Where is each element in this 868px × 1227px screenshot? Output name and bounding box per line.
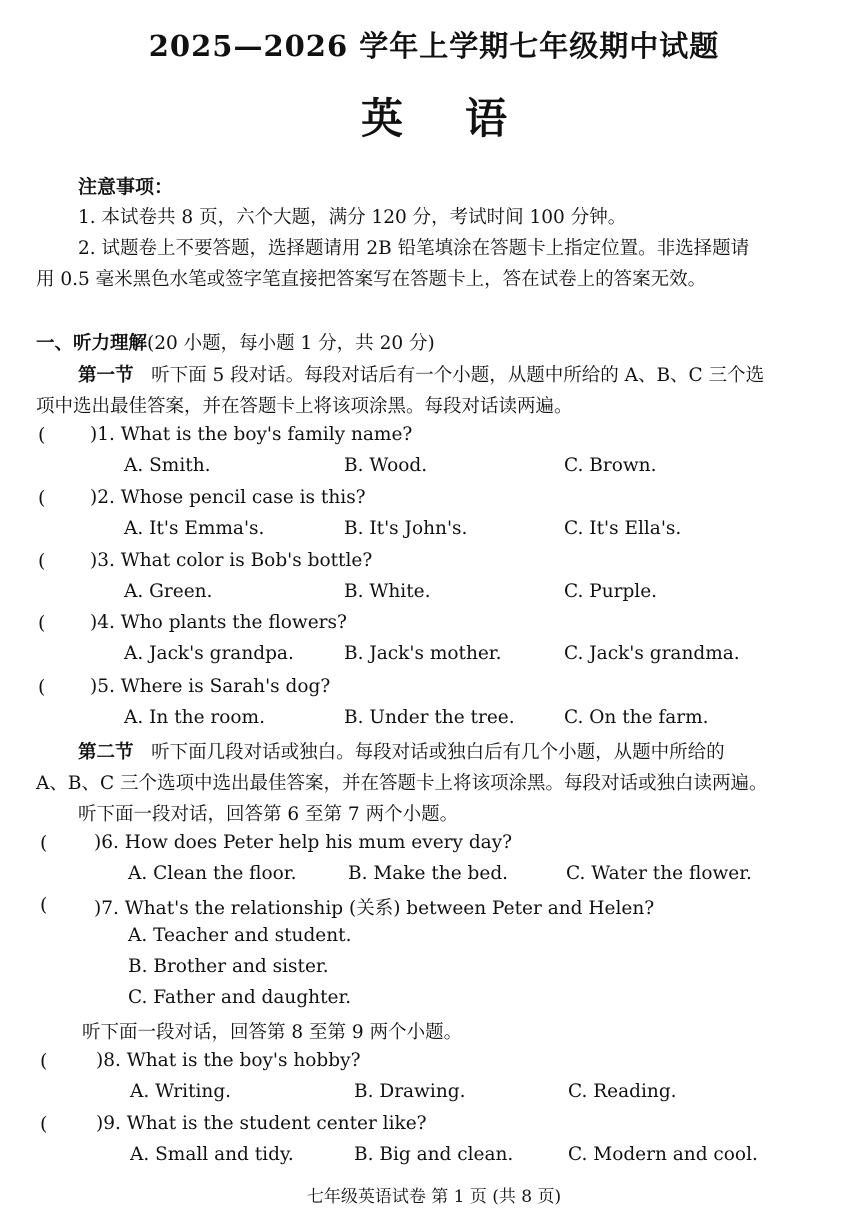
subject-title: 英语 [360,94,569,143]
part1-title: 一、听力理解 [36,333,148,354]
section1-label: 第一节 [78,365,134,386]
section1-text: 听下面 5 段对话。每段对话后有一个小题，从题中所给的 A、B、C 三个选 [151,365,765,386]
exam-title: 2025—2026 学年上学期七年级期中试题 [148,29,720,63]
answer-blank: ( [38,487,46,509]
notice-item-2-line-1: 2. 试题卷上不要答题，选择题请用 2B 铅笔填涂在答题卡上指定位置。非选择题请 [78,238,750,259]
question-9-option-a: A. Small and tidy. [130,1144,294,1165]
notice-title: 注意事项： [78,176,174,198]
question-8-option-b: B. Drawing. [354,1081,466,1102]
question-2-option-c: C. It's Ella's. [564,518,682,539]
question-1-option-b: B. Wood. [344,455,428,476]
question-3: )3. What color is Bob's bottle? [90,550,373,571]
section1-instruction-line-1 [78,361,764,387]
question-4: )4. Who plants the flowers? [90,612,347,633]
question-7-option-c: C. Father and daughter. [128,987,352,1008]
question-3-option-c: C. Purple. [564,581,658,602]
question-8: )8. What is the boy's hobby? [96,1050,361,1071]
question-5-option-a: A. In the room. [124,707,265,728]
question-2-option-a: A. It's Emma's. [124,518,265,539]
section2-label: 第二节 [78,742,134,763]
question-5-option-c: C. On the farm. [564,707,709,728]
page-footer: 七年级英语试卷 第 1 页 (共 8 页) [306,1187,562,1207]
question-7-option-b: B. Brother and sister. [128,956,329,977]
section1-instruction-line-2: 项中选出最佳答案，并在答题卡上将该项涂黑。每段对话读两遍。 [36,396,573,417]
question-1-option-a: A. Smith. [124,455,211,476]
answer-blank: ( [40,832,48,854]
section2-text: 听下面几段对话或独白。每段对话或独白后有几个小题，从题中所给的 [151,742,725,763]
question-4-option-a: A. Jack's grandpa. [124,643,294,664]
question-3-option-b: B. White. [344,581,431,602]
section2-instruction-line-1 [78,738,725,764]
question-7: )7. What's the relationship (关系) between Peter and Helen? [94,898,655,919]
question-6-option-b: B. Make the bed. [348,863,509,884]
question-3-option-a: A. Green. [124,581,213,602]
question-6: )6. How does Peter help his mum every day? [94,832,513,853]
question-8-option-a: A. Writing. [130,1081,232,1102]
answer-blank: ( [38,424,46,446]
dialogue-intro-8-9: 听下面一段对话，回答第 8 至第 9 两个小题。 [82,1022,463,1043]
answer-blank: ( [38,612,46,634]
part1-score-info: (20 小题，每小题 1 分，共 20 分) [147,333,435,354]
question-1: )1. What is the boy's family name? [90,424,413,445]
question-5: )5. Where is Sarah's dog? [90,676,331,697]
question-1-option-c: C. Brown. [564,455,657,476]
question-2: )2. Whose pencil case is this? [90,487,366,508]
answer-blank: ( [40,1050,48,1072]
answer-blank: ( [40,894,48,916]
question-6-option-a: A. Clean the floor. [128,863,297,884]
question-2-option-b: B. It's John's. [344,518,468,539]
question-4-option-b: B. Jack's mother. [344,643,502,664]
part1-heading [36,329,435,355]
question-4-option-c: C. Jack's grandma. [564,643,740,664]
question-9: )9. What is the student center like? [96,1113,427,1134]
notice-item-2-line-2: 用 0.5 毫米黑色水笔或签字笔直接把答案写在答题卡上，答在试卷上的答案无效。 [36,269,707,290]
question-9-option-b: B. Big and clean. [354,1144,514,1165]
question-6-option-c: C. Water the flower. [566,863,752,884]
answer-blank: ( [40,1113,48,1135]
notice-item-1: 1. 本试卷共 8 页，六个大题，满分 120 分，考试时间 100 分钟。 [78,207,627,228]
answer-blank: ( [38,550,46,572]
question-9-option-c: C. Modern and cool. [568,1144,758,1165]
dialogue-intro-6-7: 听下面一段对话，回答第 6 至第 7 两个小题。 [78,804,459,825]
question-8-option-c: C. Reading. [568,1081,677,1102]
section2-instruction-line-2: A、B、C 三个选项中选出最佳答案，并在答题卡上将该项涂黑。每段对话或独白读两遍。 [36,773,768,794]
question-5-option-b: B. Under the tree. [344,707,515,728]
answer-blank: ( [38,676,46,698]
question-7-option-a: A. Teacher and student. [128,925,352,946]
